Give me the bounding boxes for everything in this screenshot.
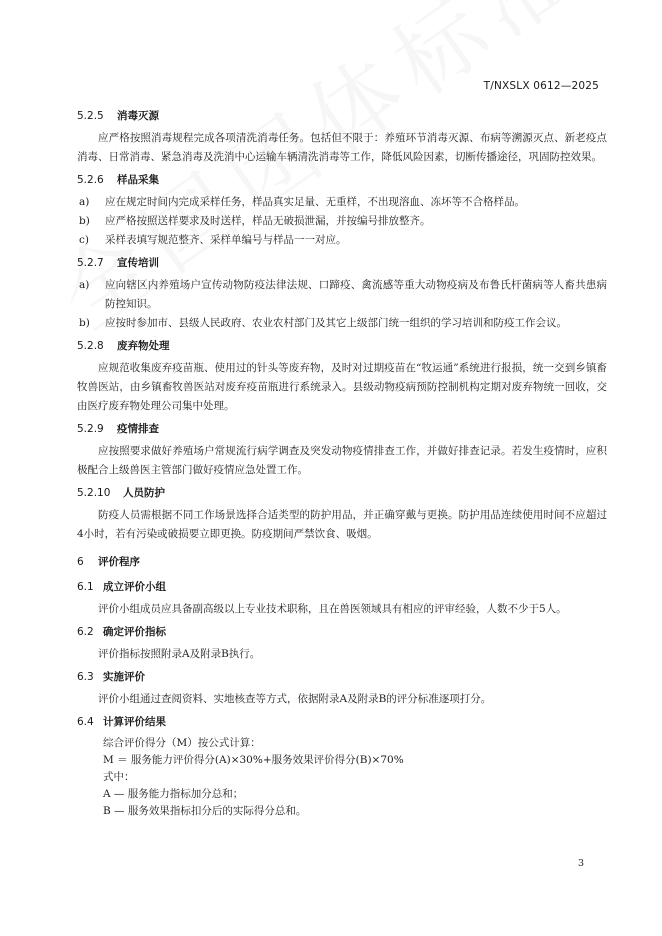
section-heading-5-2-9 [77, 421, 607, 437]
section-number: 5.2.10 [77, 487, 111, 499]
list-item [77, 193, 607, 212]
section-heading-5-2-6 [77, 172, 607, 188]
section-heading-6 [77, 554, 607, 570]
list-item [77, 276, 607, 314]
section-number: 6.4 [77, 716, 94, 728]
paragraph: 应规范收集废弃疫苗瓶、使用过的针头等废弃物，及时对过期疫苗在“牧运通”系统进行报损，统一交到乡镇畜牧兽医站，由乡镇畜牧兽医站对废弃疫苗瓶进行系统录入。县级动物疫病预防控制机构定期对废弃物统一回收，交由医疗废弃物处理公司集中处理。 [77, 362, 607, 412]
document-code: T/NXSLX 0612—2025 [483, 80, 599, 92]
section-title: 实施评价 [103, 671, 145, 683]
section-number: 6.1 [77, 581, 94, 593]
section-heading-5-2-5 [77, 108, 607, 124]
page-number: 3 [577, 858, 584, 869]
section-title: 疫情排查 [117, 423, 159, 435]
section-title: 样品采集 [117, 174, 159, 186]
section-heading-6-2 [77, 624, 607, 640]
section-number: 5.2.6 [77, 174, 104, 186]
list-marker: a) [79, 279, 90, 291]
list-marker: b) [79, 215, 90, 227]
list-text: 采样表填写规范整齐、采样单编号与样品一一对应。 [105, 234, 347, 246]
section-heading-5-2-8 [77, 338, 607, 354]
paragraph: 评价小组通过查阅资料、实地核查等方式，依据附录A及附录B的评分标准逐项打分。 [98, 693, 492, 705]
section-number: 5.2.5 [77, 110, 104, 122]
section-title: 成立评价小组 [103, 581, 166, 593]
list-item [77, 231, 607, 250]
list-marker: b) [79, 317, 90, 329]
formula-definition-b: B — 服务效果指标扣分后的实际得分总和。 [103, 805, 307, 817]
section-number: 6.2 [77, 626, 94, 638]
list-text: 应严格按照送样要求及时送样，样品无破损泄漏，并按编号排放整齐。 [105, 215, 431, 227]
formula-definition-a: A — 服务能力指标加分总和； [103, 788, 244, 800]
section-heading-5-2-10 [77, 485, 607, 501]
list-text: 应在规定时间内完成采样任务，样品真实足量、无重样，不出现溶血、冻坏等不合格样品。 [105, 196, 525, 208]
section-number: 5.2.8 [77, 340, 104, 352]
formula-equation: M ＝ 服务能力评价得分(A)×30%+服务效果评价得分(B)×70% [103, 754, 404, 766]
section-heading-6-1 [77, 579, 607, 595]
paragraph: 评价指标按照附录A及附录B执行。 [98, 648, 261, 660]
list-text: 应按时参加市、县级人民政府、农业农村部门及其它上级部门统一组织的学习培训和防疫工作会议。 [105, 317, 567, 329]
section-heading-6-3 [77, 669, 607, 685]
paragraph: 应严格按照消毒规程完成各项清洗消毒任务。包括但不限于：养殖环节消毒灭源、布病等溯源灭点、新老疫点消毒、日常消毒、紧急消毒及洗消中心运输车辆清洗消毒等工作，降低风险因素，切断传播途径，巩固防控效果。 [77, 132, 607, 163]
list-marker: a) [79, 196, 90, 208]
section-title: 评价程序 [98, 556, 140, 568]
section-title: 废弃物处理 [117, 340, 170, 352]
section-number: 6 [77, 556, 84, 568]
section-title: 人员防护 [123, 487, 165, 499]
section-number: 5.2.7 [77, 257, 104, 269]
paragraph: 评价小组成员应具备副高级以上专业技术职称，且在兽医领域具有相应的评审经验，人数不少于5人。 [98, 603, 567, 615]
section-heading-6-4 [77, 714, 607, 730]
section-number: 5.2.9 [77, 423, 104, 435]
paragraph: 应按照要求做好养殖场户常规流行病学调查及突发动物疫情排查工作，并做好排查记录。若发生疫情时，应积极配合上级兽医主管部门做好疫情应急处置工作。 [77, 445, 607, 476]
list-item [77, 212, 607, 231]
section-title: 宣传培训 [117, 257, 159, 269]
formula-intro: 综合评价得分（M）按公式计算： [103, 737, 261, 749]
formula-block [103, 735, 607, 820]
section-title: 确定评价指标 [103, 626, 166, 638]
document-body [77, 103, 607, 820]
formula-where: 式中： [103, 771, 135, 783]
paragraph: 防疫人员需根据不同工作场景选择合适类型的防护用品，并正确穿戴与更换。防护用品连续使用时间不应超过4小时，若有污染或破损要立即更换。防疫期间严禁饮食、吸烟。 [77, 509, 607, 540]
list-item [77, 314, 607, 333]
list-text: 应向辖区内养殖场户宣传动物防疫法律法规、口蹄疫、禽流感等重大动物疫病及布鲁氏杆菌病等人畜共患病防控知识。 [105, 279, 607, 310]
list-marker: c) [79, 234, 89, 246]
section-title: 消毒灭源 [117, 110, 159, 122]
section-heading-5-2-7 [77, 255, 607, 271]
section-number: 6.3 [77, 671, 94, 683]
section-title: 计算评价结果 [103, 716, 166, 728]
